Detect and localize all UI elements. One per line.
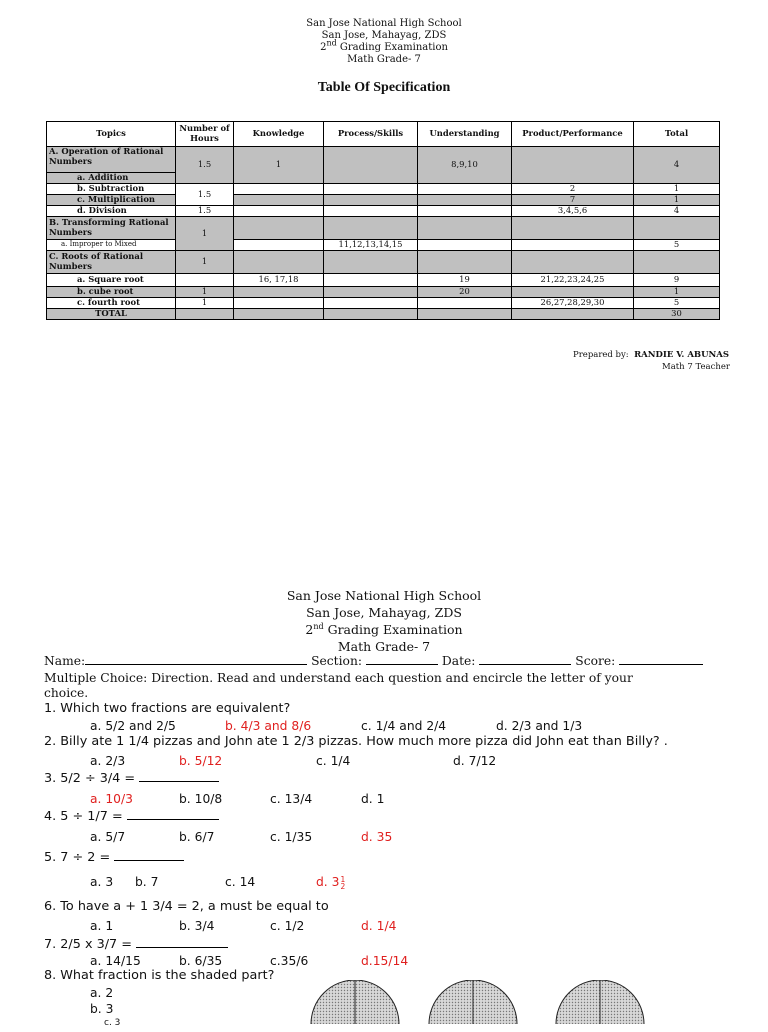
school-address: San Jose, Mahayag, ZDS	[321, 30, 447, 41]
name-field[interactable]	[85, 653, 307, 665]
subject-title-2: Math Grade- 7	[337, 639, 431, 654]
section-field[interactable]	[366, 653, 438, 665]
table-row: c. fourth root 1 26,27,28,29,30 5	[47, 298, 720, 309]
q5-option-b[interactable]: b. 7	[135, 875, 159, 889]
q1-option-a[interactable]: a. 5/2 and 2/5	[90, 719, 176, 733]
q6-option-a[interactable]: a. 1	[90, 919, 114, 933]
q8-option-b[interactable]: b. 3	[90, 1002, 114, 1016]
specification-table	[46, 121, 720, 320]
q4-answer-blank[interactable]	[127, 808, 219, 820]
q5-option-a[interactable]: a. 3	[90, 875, 114, 889]
subject-title: Math Grade- 7	[347, 54, 421, 65]
col-product: Product/Performance	[512, 122, 634, 147]
table-row-total: TOTAL 30	[47, 309, 720, 320]
table-row: c. Multiplication 7 1	[47, 195, 720, 206]
q5-option-d[interactable]: d. 31 2	[316, 874, 346, 891]
date-field[interactable]	[479, 653, 571, 665]
q3-option-b[interactable]: b. 10/8	[179, 792, 223, 806]
q7-answer-blank[interactable]	[136, 936, 228, 948]
q1-option-c[interactable]: c. 1/4 and 2/4	[361, 719, 447, 733]
directions-line-1: Multiple Choice: Direction. Read and understand each question and encircle the letter of your	[44, 671, 633, 685]
q8-option-a[interactable]: a. 2	[90, 986, 114, 1000]
fraction-figures	[310, 980, 750, 1024]
q6-option-d[interactable]: d. 1/4	[361, 919, 397, 933]
exam-title: 2nd Grading Examination	[320, 38, 448, 53]
question-8: 8. What fraction is the shaded part?	[44, 968, 275, 983]
exam-title-2: 2nd Grading Examination	[305, 621, 463, 637]
circle-figure-1	[311, 980, 399, 1024]
table-row: d. Division 1.5 3,4,5,6 4	[47, 206, 720, 217]
q4-option-c[interactable]: c. 1/35	[270, 830, 313, 844]
score-field[interactable]	[619, 653, 703, 665]
q4-option-a[interactable]: a. 5/7	[90, 830, 126, 844]
table-row: a. Improper to Mixed 11,12,13,14,15 5	[47, 240, 720, 251]
q7-option-a[interactable]: a. 14/15	[90, 954, 141, 968]
q3-option-c[interactable]: c. 13/4	[270, 792, 313, 806]
question-1: 1. Which two fractions are equivalent?	[44, 701, 291, 716]
q2-option-b[interactable]: b. 5/12	[179, 754, 223, 768]
col-topics: Topics	[47, 122, 176, 147]
col-hours: Number of Hours	[176, 122, 234, 147]
teacher-role: Math 7 Teacher	[662, 362, 730, 372]
prepared-by: Prepared by: RANDIE V. ABUNAS	[573, 350, 730, 360]
question-3: 3. 5/2 ÷ 3/4 =	[44, 770, 219, 788]
q4-option-b[interactable]: b. 6/7	[179, 830, 215, 844]
question-5: 5. 7 ÷ 2 =	[44, 849, 184, 867]
q3-option-a[interactable]: a. 10/3	[90, 792, 133, 806]
col-process: Process/Skills	[324, 122, 418, 147]
circle-figure-3	[556, 980, 644, 1024]
school-name-2: San Jose National High School	[286, 588, 482, 603]
table-row: a. Addition	[47, 173, 720, 184]
school-address-2: San Jose, Mahayag, ZDS	[306, 605, 462, 620]
page-title: Table Of Specification	[317, 80, 451, 95]
school-name: San Jose National High School	[306, 18, 462, 29]
q6-option-b[interactable]: b. 3/4	[179, 919, 215, 933]
student-info-line: Name: Section: Date: Score:	[44, 653, 703, 670]
q7-option-d[interactable]: d.15/14	[361, 954, 409, 968]
question-7: 7. 2/5 x 3/7 =	[44, 936, 228, 954]
directions-line-2: choice.	[44, 686, 89, 700]
table-row: a. Square root 16, 17,18 19 21,22,23,24,25 9	[47, 274, 720, 287]
table-row: A. Operation of Rational Numbers 1.5 1 8,9,10 4	[47, 147, 720, 173]
q2-option-a[interactable]: a. 2/3	[90, 754, 126, 768]
table-row: b. Subtraction 1.5 2 1	[47, 184, 720, 195]
q5-answer-blank[interactable]	[114, 849, 184, 861]
col-knowledge: Knowledge	[234, 122, 324, 147]
col-understanding: Understanding	[418, 122, 512, 147]
table-row: B. Transforming Rational Numbers 1	[47, 217, 720, 240]
q2-option-d[interactable]: d. 7/12	[453, 754, 497, 768]
question-2: 2. Billy ate 1 1/4 pizzas and John ate 1 2/3 pizzas. How much more pizza did John eat than Billy? .	[44, 734, 668, 749]
col-total: Total	[634, 122, 720, 147]
q1-option-d[interactable]: d. 2/3 and 1/3	[496, 719, 583, 733]
table-row: C. Roots of Rational Numbers 1	[47, 251, 720, 274]
q7-option-c[interactable]: c.35/6	[270, 954, 309, 968]
q5-option-c[interactable]: c. 14	[225, 875, 256, 889]
q3-option-d[interactable]: d. 1	[361, 792, 385, 806]
question-6: 6. To have a + 1 3/4 = 2, a must be equal to	[44, 899, 329, 914]
q4-option-d[interactable]: d. 35	[361, 830, 393, 844]
table-header-row	[47, 122, 720, 147]
teacher-name: RANDIE V. ABUNAS	[634, 350, 730, 360]
q1-option-b[interactable]: b. 4/3 and 8/6	[225, 719, 312, 733]
q6-option-c[interactable]: c. 1/2	[270, 919, 305, 933]
q3-answer-blank[interactable]	[139, 770, 219, 782]
question-4: 4. 5 ÷ 1/7 =	[44, 808, 219, 826]
q8-option-c[interactable]: c. 3	[104, 1018, 121, 1028]
q7-option-b[interactable]: b. 6/35	[179, 954, 223, 968]
q2-option-c[interactable]: c. 1/4	[316, 754, 351, 768]
table-row: b. cube root 1 20 1	[47, 287, 720, 298]
circle-figure-2	[429, 980, 517, 1024]
